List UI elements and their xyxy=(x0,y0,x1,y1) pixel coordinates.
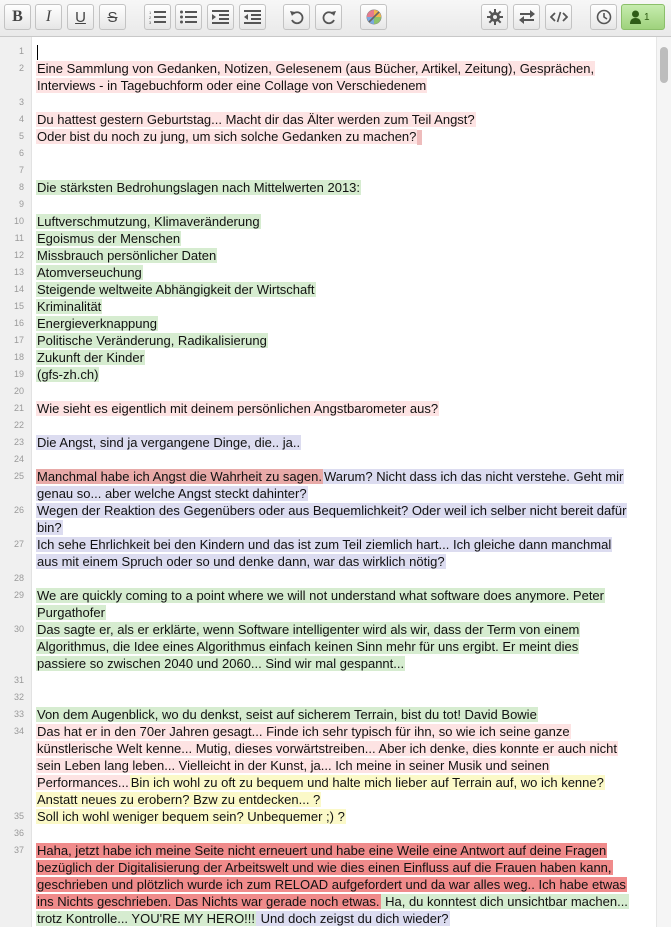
line-text[interactable] xyxy=(36,298,628,315)
author-segment: Energieverknappung xyxy=(37,316,157,332)
pad-line[interactable] xyxy=(0,366,656,383)
pad-line[interactable] xyxy=(0,468,656,502)
line-text[interactable] xyxy=(36,315,628,332)
pad-line[interactable] xyxy=(0,570,656,587)
line-text[interactable] xyxy=(36,111,628,128)
line-number: 4 xyxy=(18,114,24,125)
author-segment: Oder bist du noch zu jung, um sich solche Gedanken zu machen? xyxy=(37,129,417,145)
indent-button[interactable] xyxy=(207,4,234,30)
outdent-button[interactable] xyxy=(239,4,266,30)
line-number: 14 xyxy=(13,284,24,295)
author-segment: Und doch zeigst du dich wieder? xyxy=(257,911,449,927)
pad-line[interactable] xyxy=(0,383,656,400)
line-number: 9 xyxy=(18,199,24,210)
line-number: 6 xyxy=(18,148,24,159)
line-number: 19 xyxy=(13,369,24,380)
line-text[interactable] xyxy=(36,230,628,247)
underline-icon: U xyxy=(75,8,86,26)
author-segment: Eine Sammlung von Gedanken, Notizen, Gelesenem (aus Bücher, Artikel, Zeitung), Gesprächen, Interviews - in Tagebuchform oder eine Collage von Verschiedenem xyxy=(37,61,595,94)
author-segment: Warum? Nicht dass ich das nicht verstehe. Geht mir genau so... aber welche Angst steckt dahinter? xyxy=(37,469,624,502)
embed-button[interactable] xyxy=(545,4,572,30)
line-text[interactable] xyxy=(36,706,628,723)
line-number: 15 xyxy=(13,301,24,312)
line-number: 25 xyxy=(13,471,24,482)
line-number: 33 xyxy=(13,709,24,720)
line-number: 35 xyxy=(13,811,24,822)
outdent-icon xyxy=(244,10,261,24)
pad-line[interactable] xyxy=(0,451,656,468)
line-text[interactable] xyxy=(36,128,628,145)
line-number: 16 xyxy=(13,318,24,329)
line-number: 26 xyxy=(13,505,24,516)
line-text[interactable] xyxy=(36,213,628,230)
code-icon xyxy=(550,11,568,23)
author-segment: Die Angst, sind ja vergangene Dinge, die.. ja.. xyxy=(37,435,301,451)
pad-line[interactable] xyxy=(0,94,656,111)
trailing-space-highlight xyxy=(417,130,422,145)
author-segment: Missbrauch persönlicher Daten xyxy=(37,248,217,264)
pad-line[interactable] xyxy=(0,536,656,570)
pad-line[interactable] xyxy=(0,162,656,179)
line-text[interactable] xyxy=(36,281,628,298)
pad-line[interactable] xyxy=(0,434,656,451)
pad-line[interactable] xyxy=(0,502,656,536)
author-segment: Von dem Augenblick, wo du denkst, seist auf sicherem Terrain, bist du tot! David Bowie xyxy=(37,707,537,723)
line-number: 3 xyxy=(18,97,24,108)
line-number: 1 xyxy=(18,46,24,56)
swap-arrows-icon xyxy=(519,10,535,24)
strikethrough-icon: S xyxy=(107,8,118,26)
user-icon xyxy=(630,10,641,24)
color-palette-icon xyxy=(366,9,382,25)
line-number: 23 xyxy=(13,437,24,448)
author-segment: Bin ich wohl zu oft zu bequem und halte mich lieber auf Terrain auf, wo ich kenne? Anstatt neues zu erobern? Bzw zu entdecken... ? xyxy=(37,775,604,808)
bold-icon: B xyxy=(12,8,23,25)
pad-line[interactable] xyxy=(0,179,656,196)
pad-line[interactable] xyxy=(0,349,656,366)
bullet-list-icon xyxy=(180,10,197,24)
author-segment: Ich sehe Ehrlichkeit bei den Kindern und das ist zum Teil ziemlich hart... Ich gleiche dann manchmal aus mit einem Spruch oder so und denke dann, war das wirklich nötig? xyxy=(37,537,612,570)
pad-line[interactable] xyxy=(0,842,656,927)
ordered-list-button[interactable] xyxy=(144,4,171,30)
line-number: 24 xyxy=(13,454,24,465)
line-text[interactable] xyxy=(36,264,628,281)
gear-icon xyxy=(487,9,503,25)
line-number: 37 xyxy=(13,845,24,856)
author-segment: Kriminalität xyxy=(37,299,102,315)
line-number: 13 xyxy=(13,267,24,278)
line-text[interactable] xyxy=(36,536,628,570)
pad-line[interactable] xyxy=(0,315,656,332)
author-segment: Wie sieht es eigentlich mit deinem persönlichen Angstbarometer aus? xyxy=(37,401,439,417)
redo-icon xyxy=(321,9,337,25)
line-number: 29 xyxy=(13,590,24,601)
line-number: 22 xyxy=(13,420,24,431)
line-number: 27 xyxy=(13,539,24,550)
line-number: 12 xyxy=(13,250,24,261)
line-text[interactable] xyxy=(36,179,628,196)
pad-text-area[interactable] xyxy=(0,43,656,927)
pad-line[interactable] xyxy=(0,128,656,145)
pad-line[interactable] xyxy=(0,213,656,230)
line-number: 17 xyxy=(13,335,24,346)
pad-line[interactable] xyxy=(0,298,656,315)
line-text[interactable] xyxy=(36,808,628,825)
line-number: 10 xyxy=(13,216,24,227)
line-text[interactable] xyxy=(36,332,628,349)
svg-text:2: 2 xyxy=(149,15,152,20)
pad-line[interactable] xyxy=(0,230,656,247)
pad-line[interactable] xyxy=(0,145,656,162)
pad-line[interactable] xyxy=(0,400,656,417)
pad-line[interactable] xyxy=(0,621,656,672)
line-text[interactable] xyxy=(36,60,628,94)
line-text[interactable] xyxy=(36,842,628,927)
line-number: 28 xyxy=(13,573,24,584)
pad-line[interactable] xyxy=(0,723,656,808)
scrollbar-thumb[interactable] xyxy=(660,47,668,83)
author-segment: Egoismus der Menschen xyxy=(37,231,181,247)
pad-line[interactable] xyxy=(0,706,656,723)
pad-line[interactable] xyxy=(0,43,656,60)
pad-line[interactable] xyxy=(0,281,656,298)
pad-line[interactable] xyxy=(0,825,656,842)
author-segment: We are quickly coming to a point where we will not understand what software does anymore. Peter Purgathofer xyxy=(37,588,604,621)
line-number: 36 xyxy=(13,828,24,839)
line-number: 8 xyxy=(18,182,24,193)
author-colors-button[interactable] xyxy=(360,4,387,30)
line-number: 31 xyxy=(13,675,24,686)
pad-line[interactable] xyxy=(0,60,656,94)
line-number: 11 xyxy=(14,233,24,244)
italic-button[interactable] xyxy=(35,4,62,30)
author-segment: Das sagte er, als er erklärte, wenn Software intelligenter wird als wir, dass der Term von einem Algorithmus, die Idee eines Algorithmus einfach keinen Sinn mehr für uns ergibt. Er meint dies passiere so zwischen 2040 und 2060... Sind wir mal gespannt... xyxy=(37,622,580,672)
pad-line[interactable] xyxy=(0,332,656,349)
line-number: 30 xyxy=(13,624,24,635)
redo-button[interactable] xyxy=(315,4,342,30)
author-segment: Soll ich wohl weniger bequem sein? Unbequemer ;) ? xyxy=(37,809,345,825)
line-number: 21 xyxy=(13,403,24,414)
author-segment: (gfs-zh.ch) xyxy=(37,367,99,383)
author-segment: Ha, du konntest dich unsichtbar machen... trotz Kontrolle... YOU'RE MY HERO!!! xyxy=(37,894,628,927)
svg-text:3: 3 xyxy=(149,20,152,24)
author-segment: Luftverschmutzung, Klimaveränderung xyxy=(37,214,260,230)
line-number: 34 xyxy=(13,726,24,737)
pad-line[interactable] xyxy=(0,672,656,689)
line-number: 2 xyxy=(18,63,24,74)
timeslider-button[interactable] xyxy=(590,4,617,30)
line-text[interactable] xyxy=(36,366,628,383)
indent-icon xyxy=(212,10,229,24)
pad-line[interactable] xyxy=(0,111,656,128)
settings-button[interactable] xyxy=(481,4,508,30)
author-segment: Steigende weltweite Abhängigkeit der Wirtschaft xyxy=(37,282,315,298)
underline-button[interactable] xyxy=(67,4,94,30)
bullet-list-button[interactable] xyxy=(175,4,202,30)
pad-line[interactable] xyxy=(0,264,656,281)
author-segment: Haha, jetzt habe ich meine Seite nicht erneuert und habe eine Weile eine Antwort auf deine Fragen bezüglich der Digitalisierung der Arbeitswelt und wie dies einen Einfluss auf die Frauen haben kann, geschrieben und plötzlich wurde ich zum RELOAD aufgefordert und da war alles weg.. Ich habe etwas ins Nichts geschrieben. Das Nichts war gerade noch etwas. xyxy=(37,843,626,910)
pad-line[interactable] xyxy=(0,247,656,264)
line-text[interactable] xyxy=(36,434,628,451)
ordered-list-icon xyxy=(149,10,166,24)
svg-text:1: 1 xyxy=(149,10,152,15)
author-segment: Manchmal habe ich Angst die Wahrheit zu sagen. xyxy=(37,469,322,485)
user-count-badge: 1 xyxy=(644,11,650,23)
line-number: 5 xyxy=(18,131,24,142)
pad-line[interactable] xyxy=(0,689,656,706)
author-segment: Wegen der Reaktion des Gegenübers oder aus Bequemlichkeit? Oder weil ich selber nicht bereit dafür bin? xyxy=(37,503,627,536)
line-text[interactable] xyxy=(36,502,628,536)
line-number: 18 xyxy=(13,352,24,363)
line-text[interactable] xyxy=(36,349,628,366)
line-number: 7 xyxy=(18,165,24,176)
editor-toolbar xyxy=(0,0,671,37)
line-number: 20 xyxy=(13,386,24,397)
pad-editor[interactable] xyxy=(0,37,671,927)
bold-button[interactable] xyxy=(4,4,31,30)
author-segment: Atomverseuchung xyxy=(37,265,142,281)
users-button[interactable] xyxy=(621,4,665,30)
pad-line[interactable] xyxy=(0,417,656,434)
author-segment: Die stärksten Bedrohungslagen nach Mittelwerten 2013: xyxy=(37,180,361,196)
line-text[interactable] xyxy=(36,400,628,417)
author-segment: Du hattest gestern Geburtstag... Macht dir das Älter werden zum Teil Angst? xyxy=(37,112,475,128)
import-export-button[interactable] xyxy=(513,4,540,30)
line-text[interactable] xyxy=(36,43,628,60)
pad-line[interactable] xyxy=(0,196,656,213)
text-caret xyxy=(37,45,38,60)
line-text[interactable] xyxy=(36,587,628,621)
italic-icon: I xyxy=(45,8,52,25)
vertical-scrollbar[interactable] xyxy=(656,37,671,927)
author-segment: Zukunft der Kinder xyxy=(37,350,144,366)
undo-icon xyxy=(289,9,305,25)
strikethrough-button[interactable] xyxy=(99,4,126,30)
line-number: 32 xyxy=(13,692,24,703)
pad-line[interactable] xyxy=(0,587,656,621)
undo-button[interactable] xyxy=(283,4,310,30)
clock-icon xyxy=(596,9,612,25)
author-segment: Politische Veränderung, Radikalisierung xyxy=(37,333,267,349)
pad-line[interactable] xyxy=(0,808,656,825)
line-text[interactable] xyxy=(36,247,628,264)
line-text[interactable] xyxy=(36,621,628,672)
line-text[interactable] xyxy=(36,723,628,808)
author-segment: Das hat er in den 70er Jahren gesagt... Finde ich sehr typisch für ihn, so wie ich seine ganze künstlerische Welt kenne... Mutig, dieses vorwärtstreiben... Aber ich denke, dies konnte er auch nicht sein Leben lang leben... Vielleicht in der Kunst, ja... Ich meine in seiner Musik und seinen Performances... xyxy=(37,724,618,791)
line-text[interactable] xyxy=(36,468,628,502)
